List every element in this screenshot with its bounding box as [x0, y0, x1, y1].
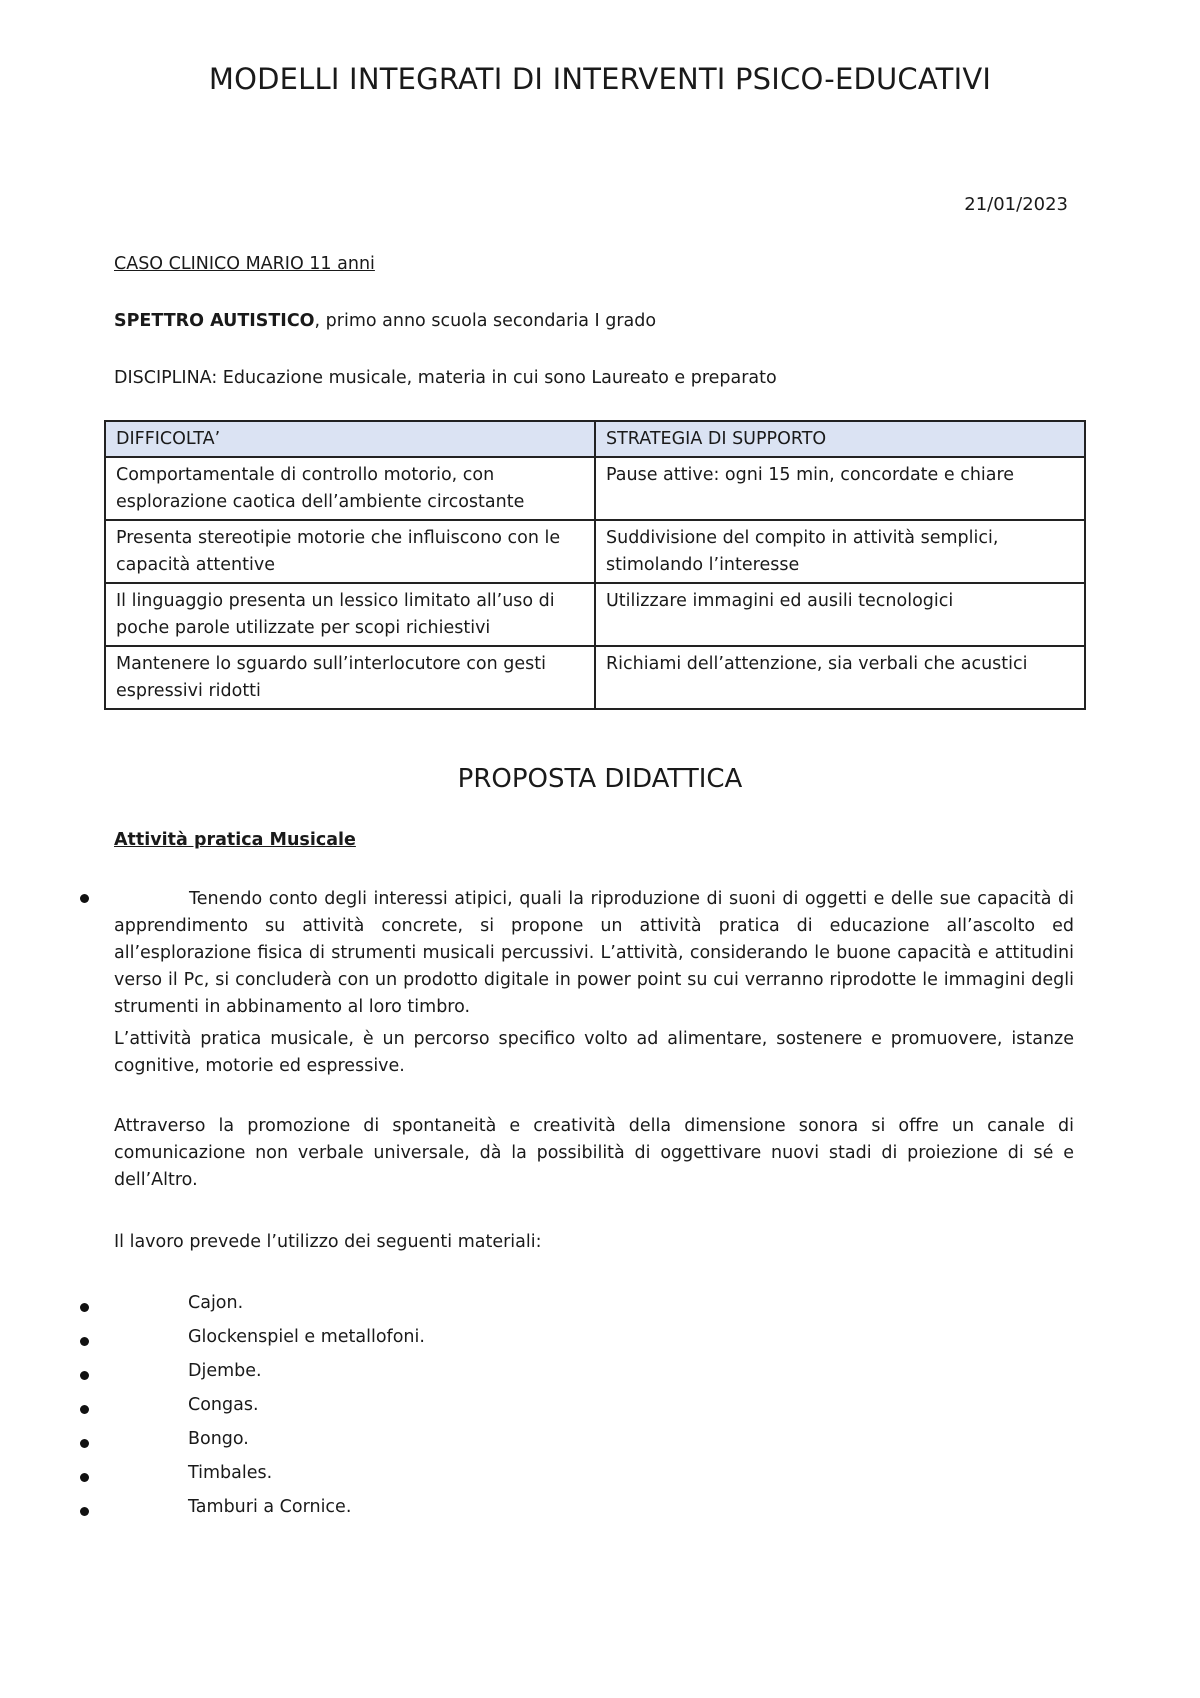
bullet-icon — [80, 1405, 89, 1414]
materials-intro: Il lavoro prevede l’utilizzo dei seguenti materiali: — [114, 1232, 542, 1252]
strategy-cell: Utilizzare immagini ed ausili tecnologici — [595, 583, 1085, 646]
proposal-heading: PROPOSTA DIDATTICA — [457, 764, 743, 794]
difficulty-cell: Mantenere lo sguardo sull’interlocutore con gesti espressivi ridotti — [105, 646, 595, 709]
paragraph-purpose: L’attività pratica musicale, è un percorso specifico volto ad alimentare, sostenere e promuovere, istanze cognitive, motorie ed espressive. — [114, 1029, 1074, 1076]
table-row — [105, 520, 1085, 583]
table-header-row — [105, 421, 1085, 457]
material-item: Djembe. — [188, 1361, 262, 1381]
strategy-cell: Pause attive: ogni 15 min, concordate e chiare — [595, 457, 1085, 520]
header-strategy: STRATEGIA DI SUPPORTO — [595, 421, 1085, 457]
difficulty-cell: Comportamentale di controllo motorio, con esplorazione caotica dell’ambiente circostante — [105, 457, 595, 520]
material-item: Tamburi a Cornice. — [188, 1497, 352, 1517]
spectrum-label: SPETTRO AUTISTICO — [114, 311, 315, 331]
spectrum-line — [114, 311, 656, 331]
document-date: 21/01/2023 — [964, 194, 1068, 215]
paragraph-creativity: Attraverso la promozione di spontaneità e creatività della dimensione sonora si offre un canale di comunicazione non verbale universale, dà la possibilità di oggettivare nuovi stadi di proiezione di sé e dell’Altro. — [114, 1116, 1074, 1190]
activity-subheading: Attività pratica Musicale — [114, 830, 356, 850]
strategy-cell: Suddivisione del compito in attività semplici, stimolando l’interesse — [595, 520, 1085, 583]
document-title: MODELLI INTEGRATI DI INTERVENTI PSICO-EDUCATIVI — [208, 62, 992, 96]
material-item: Timbales. — [188, 1463, 273, 1483]
bullet-icon — [80, 1473, 89, 1482]
bullet-icon — [80, 1439, 89, 1448]
bullet-icon — [80, 1371, 89, 1380]
strategy-cell: Richiami dell’attenzione, sia verbali che acustici — [595, 646, 1085, 709]
paragraph-intro: Tenendo conto degli interessi atipici, quali la riproduzione di suoni di oggetti e delle sue capacità di apprendimento su attività concrete, si propone un attività pratica di educazione all’ascolto ed all’esplorazione fisica di strumenti musicali percussivi. L’attività, considerando le buone capacità e attitudini verso il Pc, si concluderà con un prodotto digitale in power point su cui verranno riprodotte le immagini degli strumenti in abbinamento al loro timbro. — [114, 889, 1074, 1017]
discipline-line: DISCIPLINA: Educazione musicale, materia in cui sono Laureato e preparato — [114, 368, 777, 388]
difficulty-strategy-table — [104, 420, 1086, 710]
material-item: Glockenspiel e metallofoni. — [188, 1327, 425, 1347]
bullet-icon — [80, 1303, 89, 1312]
spectrum-text: , primo anno scuola secondaria I grado — [314, 311, 657, 331]
bullet-icon — [80, 1337, 89, 1346]
material-item: Cajon. — [188, 1293, 244, 1313]
material-item: Congas. — [188, 1395, 259, 1415]
table-row — [105, 646, 1085, 709]
bullet-icon — [80, 1507, 89, 1516]
case-heading: CASO CLINICO MARIO 11 anni — [114, 254, 375, 274]
bullet-icon — [80, 894, 89, 903]
header-difficulty: DIFFICOLTA’ — [105, 421, 595, 457]
table-row — [105, 457, 1085, 520]
difficulty-cell: Presenta stereotipie motorie che influiscono con le capacità attentive — [105, 520, 595, 583]
difficulty-cell: Il linguaggio presenta un lessico limitato all’uso di poche parole utilizzate per scopi richiestivi — [105, 583, 595, 646]
material-item: Bongo. — [188, 1429, 249, 1449]
table-row — [105, 583, 1085, 646]
